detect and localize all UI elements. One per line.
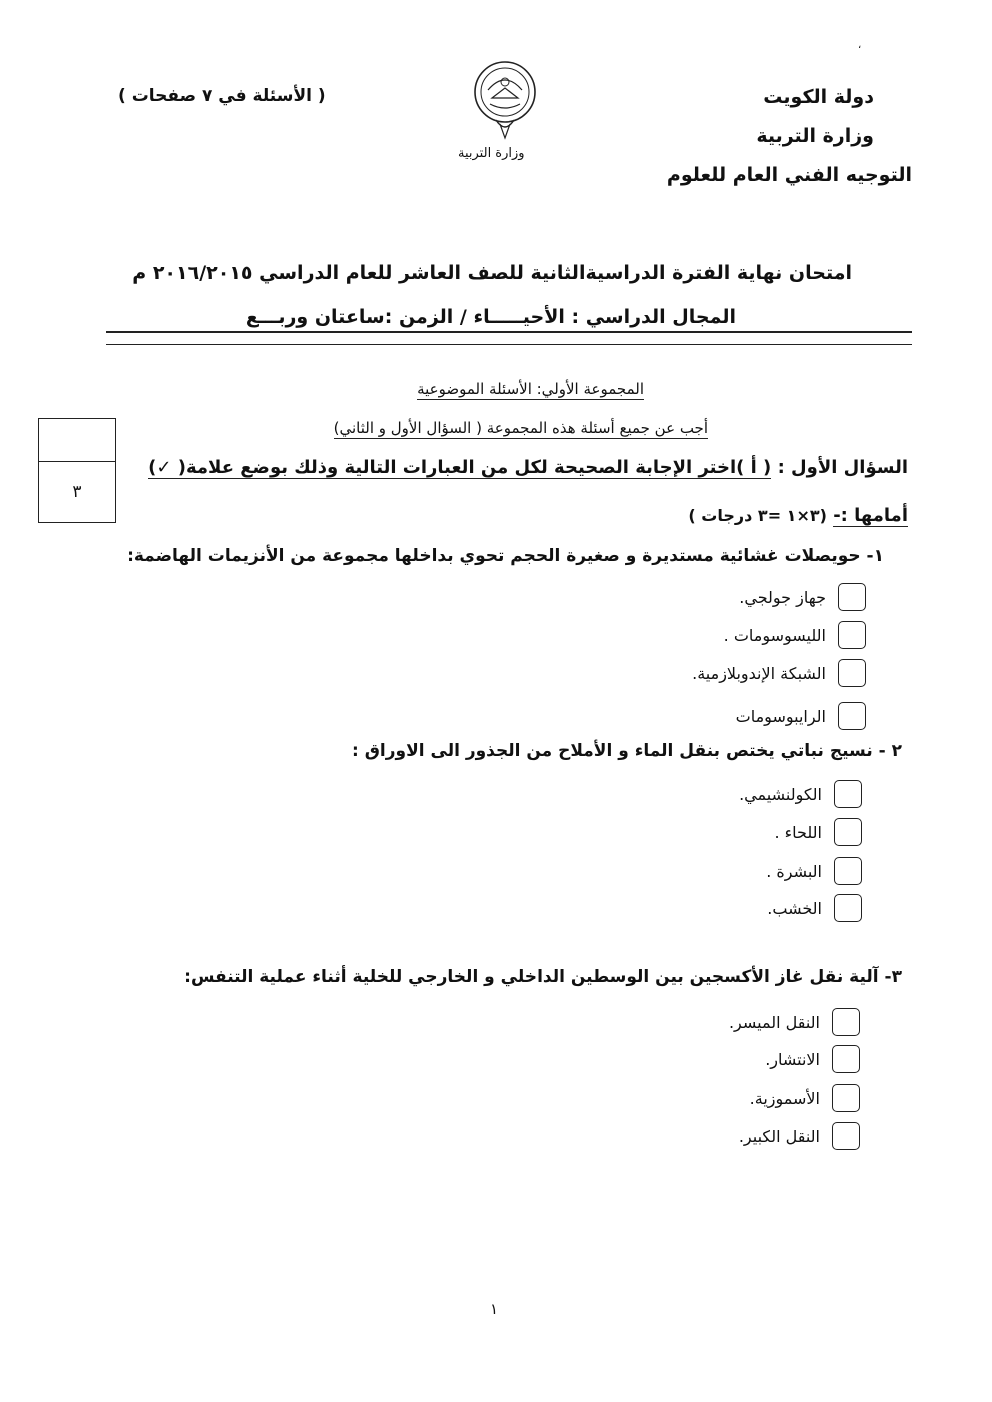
kuwait-emblem-icon bbox=[468, 60, 542, 142]
item2-stem: ٢ - نسيج نباتي يختص بنقل الماء و الأملاح من الجذور الى الاوراق : bbox=[352, 741, 902, 761]
group-title: المجموعة الأولي: الأسئلة الموضوعية bbox=[417, 380, 644, 398]
question1-label: السؤال الأول : bbox=[777, 457, 908, 478]
option-label: الرايبوسومات bbox=[735, 706, 826, 726]
checkbox[interactable] bbox=[838, 659, 866, 687]
item1-option1[interactable] bbox=[739, 583, 866, 611]
score-box bbox=[38, 418, 116, 523]
exam-subject-line: المجال الدراسي : الأحيـــــاء / الزمن :ساعتان وربـــع bbox=[245, 306, 736, 328]
option-label: البشرة . bbox=[766, 861, 822, 881]
divider-thin bbox=[106, 344, 912, 345]
option-label: النقل الكبير. bbox=[738, 1126, 820, 1146]
question1-heading-line2 bbox=[688, 505, 908, 526]
option-label: اللحاء . bbox=[774, 822, 822, 842]
checkbox[interactable] bbox=[838, 621, 866, 649]
item1-option3[interactable] bbox=[692, 659, 866, 687]
checkbox[interactable] bbox=[832, 1122, 860, 1150]
option-label: الانتشار. bbox=[765, 1049, 820, 1069]
question1-instruction: اختر الإجابة الصحيحة لكل من العبارات التالية وذلك بوضع علامة( ✓) bbox=[148, 457, 737, 478]
header-ministry-block bbox=[614, 86, 912, 187]
checkbox[interactable] bbox=[832, 1084, 860, 1112]
state-name: دولة الكويت bbox=[763, 86, 874, 108]
item3-option4[interactable] bbox=[739, 1122, 860, 1150]
scan-mark: ، bbox=[858, 40, 862, 51]
item1-option2[interactable] bbox=[724, 621, 866, 649]
option-label: الخشب. bbox=[767, 898, 822, 918]
checkbox[interactable] bbox=[834, 780, 862, 808]
question1-part: ( أ ) bbox=[736, 457, 772, 478]
item2-option1[interactable] bbox=[739, 780, 862, 808]
emblem-caption: وزارة التربية bbox=[458, 146, 525, 161]
checkbox[interactable] bbox=[834, 857, 862, 885]
item1-option4[interactable] bbox=[736, 702, 866, 730]
item3-option3[interactable] bbox=[750, 1084, 860, 1112]
option-label: الشبكة الإندوبلازمية. bbox=[692, 663, 826, 683]
page-number: ١ bbox=[490, 1300, 499, 1318]
checkbox[interactable] bbox=[834, 818, 862, 846]
question1-marks: (٣×١ =٣ درجات ) bbox=[688, 506, 827, 525]
item2-option2[interactable] bbox=[774, 818, 862, 846]
checkbox[interactable] bbox=[832, 1008, 860, 1036]
checkbox[interactable] bbox=[838, 702, 866, 730]
checkbox[interactable] bbox=[838, 583, 866, 611]
item2-option3[interactable] bbox=[766, 857, 862, 885]
option-label: الكولنشيمي. bbox=[739, 784, 822, 804]
group-instruction: أجب عن جميع أسئلة هذه المجموعة ( السؤال الأول و الثاني) bbox=[333, 419, 708, 437]
item3-option1[interactable] bbox=[729, 1008, 860, 1036]
question1-heading bbox=[148, 457, 908, 478]
option-label: النقل الميسر. bbox=[728, 1012, 820, 1032]
option-label: الأسموزية. bbox=[749, 1088, 820, 1108]
item2-option4[interactable] bbox=[767, 894, 862, 922]
item3-option2[interactable] bbox=[765, 1045, 860, 1073]
exam-title: امتحان نهاية الفترة الدراسيةالثانية للصف العاشر للعام الدراسي ٢٠١٦/٢٠١٥ م bbox=[132, 262, 852, 284]
item1-stem: ١- حويصلات غشائية مستديرة و صغيرة الحجم تحوي بداخلها مجموعة من الأنزيمات الهاضمة: bbox=[127, 546, 884, 566]
department-name: التوجيه الفني العام للعلوم bbox=[666, 164, 912, 186]
score-box-blank bbox=[39, 419, 115, 462]
score-box-value: ٣ bbox=[72, 482, 82, 502]
pages-note: ( الأسئلة في ٧ صفحات ) bbox=[118, 86, 326, 106]
option-label: الليسوسومات . bbox=[723, 625, 826, 645]
option-label: جهاز جولجي. bbox=[739, 587, 826, 607]
ministry-name: وزارة التربية bbox=[756, 125, 874, 147]
item3-stem: ٣- آلية نقل غاز الأكسجين بين الوسطين الداخلي و الخارجي للخلية أثناء عملية التنفس: bbox=[184, 967, 902, 987]
checkbox[interactable] bbox=[832, 1045, 860, 1073]
question1-in-front: أمامها :- bbox=[833, 505, 908, 526]
checkbox[interactable] bbox=[834, 894, 862, 922]
divider-thick bbox=[106, 331, 912, 333]
